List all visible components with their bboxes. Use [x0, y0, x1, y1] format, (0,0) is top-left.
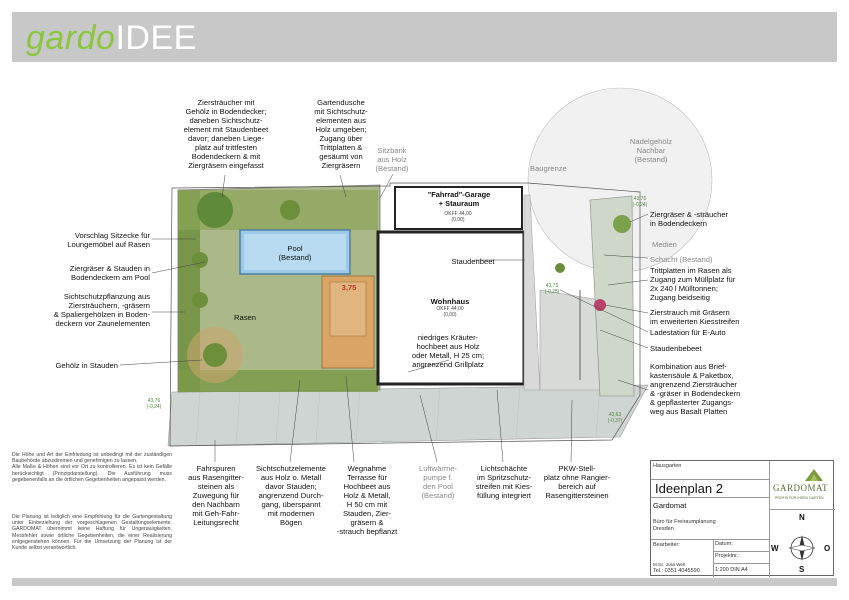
label-staudenbeet: Staudenbeet — [451, 257, 495, 266]
level-gr: 43,76 (-0,24) — [632, 196, 648, 208]
right-shrub-3 — [555, 263, 565, 273]
level-r: 43,75 (-0,25) — [544, 283, 560, 295]
label-hoehe: 3,75 — [341, 283, 357, 292]
title-bearbeiter-name: M.Sc. Julia Welt — [653, 562, 686, 567]
footer-strip — [12, 578, 837, 586]
shrub-circle-4 — [192, 292, 208, 308]
label-pool: Pool (Bestand) — [278, 244, 312, 262]
title-block — [650, 460, 834, 576]
label-staudenbeet-r: Staudenbebeet — [650, 344, 702, 353]
label-medien: Medien — [652, 240, 677, 249]
label-wohnhaus-okff: OKFF 44,00 (0,00) — [436, 306, 464, 318]
title-logo-text: GARDOMAT — [773, 483, 829, 493]
label-baugrenze: Baugrenze — [530, 164, 567, 173]
title-project: Hausgarten — [653, 463, 682, 469]
label-lichtschaechte: Lichtschächte im Spritzschutz- streifen mit Kies- füllung integriert — [475, 464, 533, 500]
right-shrub-1 — [613, 215, 631, 233]
title-office: Büro für Freiraumplanung Dresden — [653, 519, 716, 532]
title-main: Ideenplan 2 — [655, 481, 723, 496]
label-fahrspuren: Fahrspuren aus Rasengitter- steinen als Zuwegung für den Nachbarn mit Geh-Fahr- Leitungsrecht — [188, 464, 244, 527]
label-sitzecke: Vorschlag Sitzecke für Loungemöbel auf Rasen — [67, 231, 150, 249]
brand-gardo: gardo — [26, 19, 116, 57]
compass-s: S — [799, 565, 805, 574]
label-garage: "Fahrrad"-Garage + Stauraum — [427, 190, 491, 208]
label-kombination: Kombination aus Brief- kastensäule & Paketbox, angrenzend Ziersträucher & -gräser in Bodendeckern & gepflasterter Zugangs- weg aus Basalt Platten — [650, 362, 741, 416]
tree-in-perennials — [203, 343, 227, 367]
title-projektnr-label: Projektnr.: — [715, 553, 740, 559]
title-bearbeiter-label: Bearbeiter: — [653, 542, 680, 548]
label-gartendusche: Gartendusche mit Sichtschutz- elementen aus Holz umgeben; Zugang über Trittplatten & gesäumt von Ziergräsern — [314, 98, 368, 170]
label-nadelgehoelz: Nadelgehölz Nachbar (Bestand) — [629, 137, 673, 164]
shrub-circle-2 — [280, 200, 300, 220]
label-schacht: Schacht (Bestand) — [650, 255, 713, 264]
title-datum-label: Datum: — [715, 541, 733, 547]
label-sitzbank: Sitzbank aus Holz (Bestand) — [375, 146, 409, 173]
label-kraeuter: niedriges Kräuter- hochbeet aus Holz oder Metall, H 25 cm; angrenzend Grillplatz — [411, 333, 485, 369]
shrub-circle-1 — [197, 192, 233, 228]
title-logo-sub: PROFIS FÜR IHREN GARTEN — [775, 496, 824, 500]
note-einfriedung: Die Höhe und Art der Einfriedung ist unbedingt mit der zuständigen Baubehörde abzustimmen und genehmigen zu lassen. Alle Maße & Höhen sind vor Ort zu kontrollieren. Es ist kein Gefälle berücksichtigt (Prinzipdarstellung). Die Ausführung muss gegebenenfalls an die örtlichen Gegebenheiten angepasst werden. — [12, 452, 172, 483]
label-gehoelz: Gehölz in Stauden — [55, 361, 118, 370]
label-sichtschutz: Sichtschutzpflanzung aus Ziersträuchern, -gräsern & Spaliergehölzen in Boden- deckern vor Zaunelementen — [53, 292, 150, 328]
label-trittplatten: Trittplatten im Rasen als Zugang zum Müllplatz für 2x 240 l Mülltonnen; Zugang beidseitig — [650, 266, 736, 302]
label-ziergraeser-straeucher: Ziergräser & -sträucher in Bodendeckern — [650, 210, 729, 228]
brand-idee: IDEE — [115, 19, 197, 57]
gardomat-logo-icon — [803, 467, 825, 483]
label-ladestation: Ladestation für E-Auto — [650, 328, 726, 337]
title-scale: 1:200 DIN A4 — [715, 567, 748, 573]
label-garage-okff: OKFF 44,00 (0,00) — [444, 211, 472, 223]
label-wohnhaus: Wohnhaus — [430, 297, 470, 306]
level-tl: 43,76 (-0,24) — [146, 398, 162, 410]
label-luftwaerme: Luftwärme- pumpe f. den Pool (Bestand) — [419, 464, 457, 500]
title-company: Gardomat — [653, 501, 687, 510]
label-ziergraeser-pool: Ziergräser & Stauden in Bodendeckern am Pool — [69, 264, 150, 282]
note-haftung: Die Planung ist lediglich eine Empfehlung für die Gartengestaltung unter Einbeziehung der vorgeschlagenen Gestaltungselemente. GARDOMAT übernimmt keine Haftung für Ungenauigkeiten. Messfehler sowie örtliche Gegebenheiten, die einer Realisierung entgegenstehen können. Für die Umsetzung der Planung ist der Kunde selbst verantwortlich. — [12, 514, 172, 552]
level-br: 43,63 (-0,37) — [607, 412, 623, 424]
shrub-circle-3 — [192, 252, 208, 268]
compass-w: W — [771, 544, 779, 553]
label-wegnahme: Wegnahme Terrasse für Hochbeet aus Holz & Metall, H 50 cm mit Stauden, Zier- gräsern & -strauch bepflanzt — [336, 464, 398, 536]
driveway-strip — [168, 385, 648, 446]
title-phone: Tel.: 0351 4045590 — [653, 568, 700, 574]
compass-rose-icon — [781, 523, 823, 571]
compass-n: N — [799, 513, 805, 522]
label-pkw: PKW-Stell- platz ohne Rangier- bereich auf Rasengittersteinen — [543, 464, 611, 500]
label-sichtschutzelemente: Sichtschutzelemente aus Holz o. Metall davor Stauden; angrenzend Durch- gang, überspannt mit modernen Bögen — [255, 464, 327, 527]
compass-o: O — [824, 544, 831, 553]
label-ziersträucher: Ziersträucher mit Gehölz in Bodendecker; daneben Sichtschutz- element mit Staudenbeet davor; daneben Liege- platz auf trittfesten Bodendeckern & mit Ziergräsern eingefasst — [183, 98, 269, 170]
label-zierstrauch: Zierstrauch mit Gräsern im erweiterten Kiesstreifen — [650, 308, 740, 326]
label-rasen: Rasen — [234, 313, 256, 322]
